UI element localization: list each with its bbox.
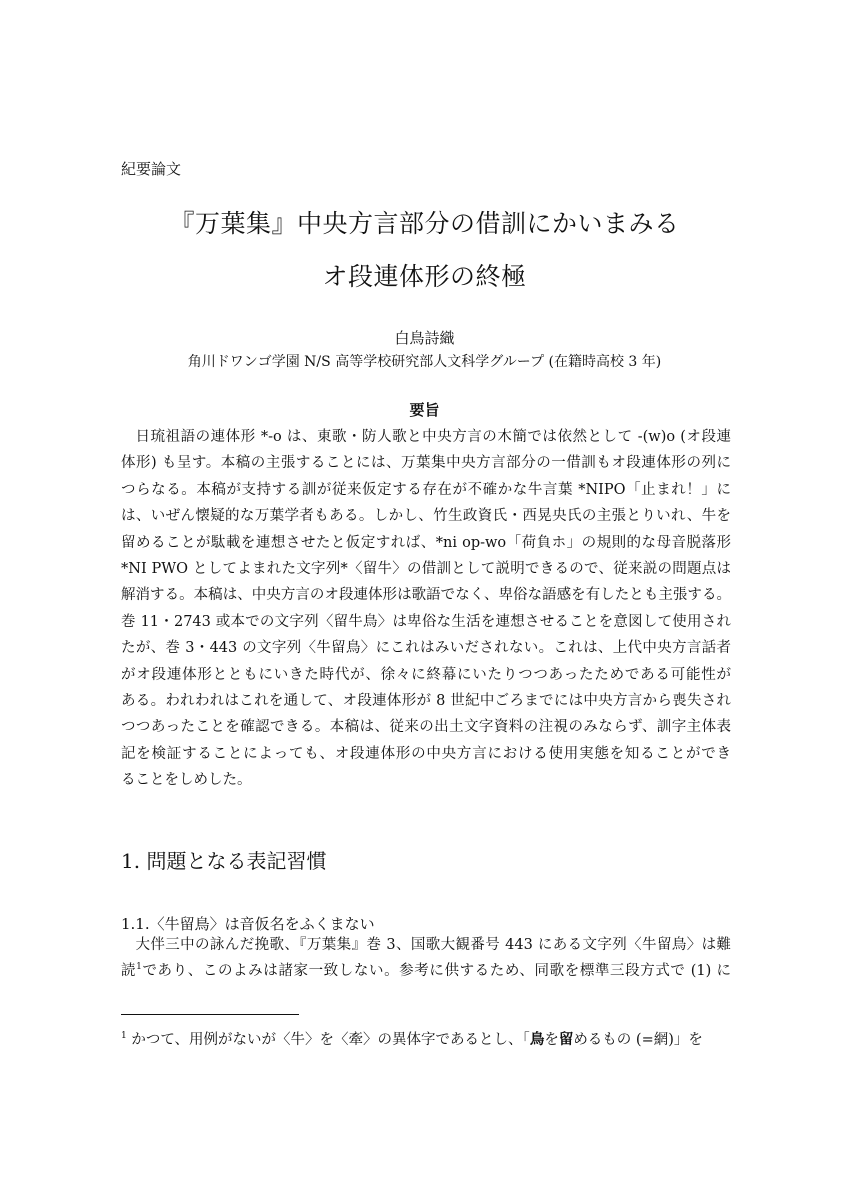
abstract-line: 留めることが駄載を連想させたと仮定すれば、*ni op-wo「荷負ホ」の規則的な母音脱落形 bbox=[121, 534, 731, 551]
abstract-line: がオ段連体形とともにいきた時代が、徐々に終幕にいたりつつあったためである可能性が bbox=[121, 666, 731, 683]
abstract-line: 日琉祖語の連体形 *-o は、東歌・防人歌と中央方言の木簡では依然として -(w)o (オ段連 bbox=[135, 429, 731, 445]
abstract-line: ある。われわれはこれを通して、オ段連体形が 8 世紀中ごろまでには中央方言から喪失され bbox=[121, 692, 731, 709]
footnote-line bbox=[121, 1027, 731, 1053]
body-text-segment: であり、このよみは諸家一致しない。参考に供するため、同歌を標準三段方式で (1) に bbox=[141, 963, 731, 980]
abstract-body bbox=[121, 424, 731, 793]
footnote-divider bbox=[121, 1014, 299, 1015]
body-line: 大伴三中の詠んだ挽歌、『万葉集』巻 3、国歌大観番号 443 にある文字列〈牛留鳥〉は難 bbox=[135, 937, 731, 953]
abstract-line: 解消する。本稿は、中央方言のオ段連体形は歌語でなく、卑俗な語感を有したとも主張する。 bbox=[121, 587, 731, 604]
author-affiliation: 角川ドワンゴ学園 N/S 高等学校研究部人文科学グループ (在籍時高校 3 年) bbox=[187, 354, 662, 370]
abstract-heading: 要旨 bbox=[409, 401, 440, 419]
abstract-line: つつあったことを確認できる。本稿は、従来の出土文字資料の注視のみならず、訓字主体表 bbox=[121, 719, 731, 736]
abstract-line: は、いぜん懐疑的な万葉学者もある。しかし、竹生政資氏・西晃央氏の主張とりいれ、牛を bbox=[121, 508, 731, 525]
section-body bbox=[121, 932, 731, 985]
title-line-2: オ段連体形の終極 bbox=[322, 262, 527, 291]
abstract-line: つらなる。本稿が支持する訓が従来仮定する存在が不確かな牛言葉 *NIPO「止まれ！」に bbox=[121, 481, 731, 498]
abstract-line: ることをしめした。 bbox=[121, 772, 252, 789]
abstract-line: たが、巻 3・443 の文字列〈牛留鳥〉にこれはみいだされない。これは、上代中央方言話者 bbox=[121, 640, 731, 657]
footnote-text: を bbox=[544, 1032, 559, 1048]
subsection-heading: 1.1.〈牛留鳥〉は音仮名をふくまない bbox=[121, 915, 375, 933]
abstract-line: 体形) も呈す。本稿の主張することには、万葉集中央方言部分の一借訓もオ段連体形の列に bbox=[121, 455, 731, 472]
abstract-line: 巻 11・2743 或本での文字列〈留牛鳥〉は卑俗な生活を連想させることを意図して使用され bbox=[121, 613, 731, 630]
body-line bbox=[121, 958, 731, 984]
footnote-bold-text: 鳥 bbox=[529, 1031, 545, 1048]
footnote bbox=[121, 1027, 731, 1053]
footnote-text: めるもの (=網)」を bbox=[573, 1032, 703, 1048]
footnote-bold-text: 留 bbox=[558, 1031, 574, 1048]
footnote-mark: 1 bbox=[121, 1031, 127, 1042]
title-line-1: 『万葉集』中央方言部分の借訓にかいまみる bbox=[169, 209, 680, 238]
article-category: 紀要論文 bbox=[121, 160, 182, 178]
footnote-reference[interactable]: 1 bbox=[136, 962, 142, 973]
author-name: 白鳥詩織 bbox=[394, 329, 455, 347]
footnote-text: かつて、用例がないが〈牛〉を〈牽〉の異体字であるとし、「 bbox=[131, 1032, 530, 1048]
abstract-line: *NI PWO としてよまれた文字列*〈留牛〉の借訓として説明できるので、従来説の問題点は bbox=[121, 560, 731, 577]
abstract-line: 記を検証することによっても、オ段連体形の中央方言における使用実態を知ることができ bbox=[121, 745, 731, 762]
body-text-segment: 読 bbox=[121, 963, 137, 980]
section-heading: 1. 問題となる表記習慣 bbox=[121, 849, 327, 873]
